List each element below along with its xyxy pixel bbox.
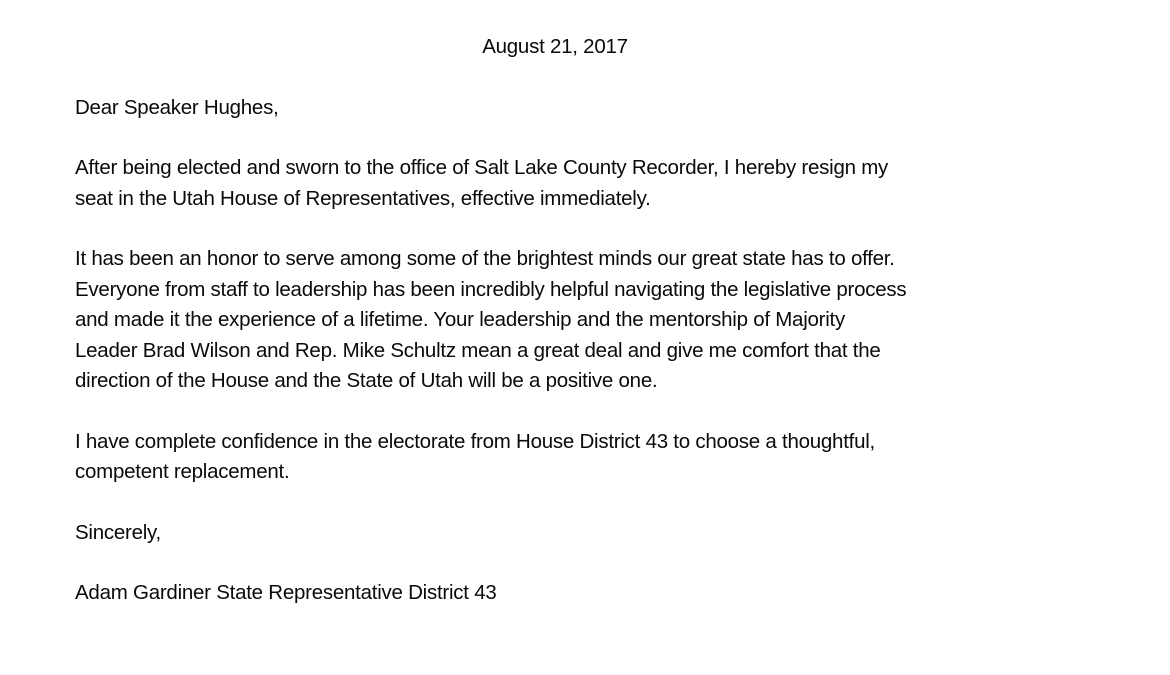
- paragraph-line: seat in the Utah House of Representatives, effective immediately.: [75, 186, 651, 210]
- letter-body: [75, 32, 1035, 609]
- letter-date: August 21, 2017: [482, 35, 628, 58]
- signature-block: [75, 578, 1035, 609]
- closing: Sincerely,: [75, 520, 161, 544]
- signature-district: District 43: [408, 581, 497, 604]
- paragraph-line: After being elected and sworn to the office of Salt Lake County Recorder, I hereby resign my: [75, 156, 889, 179]
- paragraph-line: and made it the experience of a lifetime. Your leadership and the mentorship of Majority: [75, 308, 845, 331]
- paragraph-line: It has been an honor to serve among some of the brightest minds our great state has to offer.: [75, 247, 895, 270]
- body-paragraph: [75, 244, 1035, 397]
- paragraph-line: Leader Brad Wilson and Rep. Mike Schultz mean a great deal and give me comfort that the: [75, 338, 881, 362]
- signature-title: State Representative: [216, 581, 403, 604]
- body-paragraph: [75, 427, 1035, 488]
- body-paragraph: [75, 153, 1035, 214]
- paragraph-line: I have complete confidence in the electorate from House District 43 to choose a thoughtful,: [75, 429, 875, 453]
- salutation: Dear Speaker Hughes,: [75, 95, 279, 119]
- paragraph-line: Everyone from staff to leadership has been incredibly helpful navigating the legislative process: [75, 277, 907, 301]
- signature-name: Adam Gardiner: [75, 581, 211, 604]
- paragraph-line: direction of the House and the State of Utah will be a positive one.: [75, 369, 658, 392]
- paragraph-line: competent replacement.: [75, 460, 290, 483]
